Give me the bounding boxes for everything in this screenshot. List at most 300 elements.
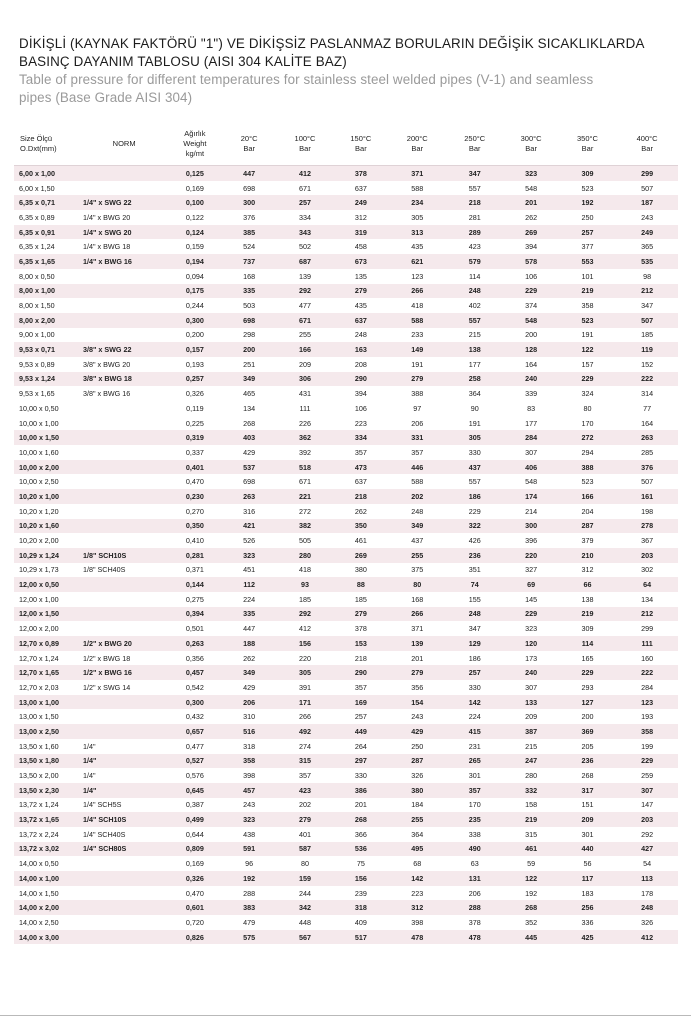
table-row xyxy=(14,460,678,475)
table-row xyxy=(14,416,678,431)
table-cell: 263 xyxy=(616,430,678,445)
table-cell: 334 xyxy=(299,212,311,222)
table-cell: 191 xyxy=(468,418,481,428)
table-cell: 673 xyxy=(333,254,388,269)
table-cell: 9,53 x 1,24 xyxy=(14,372,80,387)
table-cell: 0,576 xyxy=(185,771,204,781)
table-row xyxy=(14,239,678,254)
table-cell: 9,53 x 0,89 xyxy=(19,359,55,369)
table-cell: 101 xyxy=(581,271,594,281)
table-cell: 262 xyxy=(243,653,256,663)
table-cell: 402 xyxy=(468,301,481,311)
table-cell: 326 xyxy=(411,771,424,781)
table-cell: 220 xyxy=(299,653,311,663)
table-row xyxy=(14,328,678,343)
table-cell: 323 xyxy=(221,812,276,827)
table-row xyxy=(14,342,678,357)
table-cell: 131 xyxy=(446,871,503,886)
table-cell: 356 xyxy=(411,682,424,692)
table-cell: 526 xyxy=(243,536,256,546)
table-cell: 388 xyxy=(559,460,616,475)
table-cell: 438 xyxy=(243,829,256,839)
table-cell: 698 xyxy=(221,313,276,328)
table-cell xyxy=(80,900,168,915)
table-cell: 1/4" xyxy=(82,771,96,781)
table-cell: 218 xyxy=(354,653,367,663)
table-cell: 1/4" xyxy=(82,741,96,751)
table-cell: 401 xyxy=(299,829,311,839)
table-cell: 185 xyxy=(354,594,367,604)
table-cell: 248 xyxy=(446,607,503,622)
table-cell: 249 xyxy=(333,195,388,210)
table-cell: 229 xyxy=(616,754,678,769)
table-cell: 160 xyxy=(641,653,654,663)
table-cell: 305 xyxy=(277,665,333,680)
table-cell: 6,35 x 0,91 xyxy=(14,225,80,240)
table-cell: 235 xyxy=(446,812,503,827)
table-cell: 248 xyxy=(446,284,503,299)
table-cell: 0,125 xyxy=(168,166,221,181)
table-row xyxy=(14,474,678,489)
table-cell: 13,00 x 2,50 xyxy=(14,724,80,739)
column-header: Size Ölçü O.Dxt(mm) xyxy=(20,134,57,153)
table-cell: 12,70 x 0,89 xyxy=(14,636,80,651)
table-cell: 367 xyxy=(641,536,654,546)
table-cell: 503 xyxy=(243,301,256,311)
column-header: 100°C Bar xyxy=(294,134,316,153)
table-cell: 383 xyxy=(221,900,276,915)
table-cell: 231 xyxy=(468,741,481,751)
table-cell: 66 xyxy=(559,577,616,592)
table-cell: 214 xyxy=(525,506,538,516)
table-cell: 9,00 x 1,00 xyxy=(19,330,55,340)
table-cell xyxy=(80,474,168,489)
table-cell: 429 xyxy=(243,447,256,457)
table-cell: 351 xyxy=(468,565,481,575)
table-cell: 578 xyxy=(503,254,558,269)
column-header: 200°C Bar xyxy=(406,134,428,153)
table-cell: 437 xyxy=(446,460,503,475)
table-cell: 307 xyxy=(525,447,538,457)
table-cell: 133 xyxy=(503,695,558,710)
table-cell: 297 xyxy=(333,754,388,769)
table-cell: 285 xyxy=(641,447,654,457)
table-row xyxy=(14,357,678,372)
table-cell: 423 xyxy=(468,242,481,252)
table-cell: 268 xyxy=(243,418,256,428)
table-row xyxy=(14,548,678,563)
table-cell: 279 xyxy=(333,284,388,299)
table-cell: 409 xyxy=(354,917,367,927)
table-cell: 536 xyxy=(333,842,388,857)
table-cell: 357 xyxy=(299,771,311,781)
table-cell: 671 xyxy=(277,313,333,328)
table-cell: 362 xyxy=(277,430,333,445)
table-cell: 134 xyxy=(641,594,654,604)
table-cell: 0,720 xyxy=(185,917,204,927)
table-cell: 0,326 xyxy=(168,871,221,886)
table-cell: 687 xyxy=(277,254,333,269)
table-cell: 13,72 x 2,24 xyxy=(19,829,59,839)
table-cell: 290 xyxy=(333,372,388,387)
table-cell: 567 xyxy=(277,930,333,945)
table-cell: 12,00 x 1,50 xyxy=(14,607,80,622)
table-cell: 537 xyxy=(221,460,276,475)
table-cell: 403 xyxy=(221,430,276,445)
table-cell: 6,35 x 0,71 xyxy=(14,195,80,210)
table-cell: 199 xyxy=(641,741,654,751)
table-cell: 209 xyxy=(525,712,538,722)
table-cell: 279 xyxy=(277,812,333,827)
table-cell: 64 xyxy=(616,577,678,592)
table-cell: 357 xyxy=(411,447,424,457)
table-cell xyxy=(80,915,168,930)
table-cell: 158 xyxy=(525,800,538,810)
table-cell: 117 xyxy=(559,871,616,886)
column-header: 250°C Bar xyxy=(464,134,486,153)
table-cell xyxy=(80,166,168,181)
table-cell: 0,300 xyxy=(168,695,221,710)
table-cell: 0,337 xyxy=(185,447,204,457)
table-cell: 248 xyxy=(354,330,367,340)
table-row xyxy=(14,607,678,622)
table-cell: 478 xyxy=(389,930,446,945)
table-cell: 335 xyxy=(221,607,276,622)
table-cell: 0,499 xyxy=(168,812,221,827)
table-cell: 168 xyxy=(243,271,256,281)
title-turkish-line-2: BASINÇ DAYANIM TABLOSU (AISI 304 KALİTE BAZ) xyxy=(19,54,347,69)
table-cell: 97 xyxy=(413,403,422,413)
table-cell: 323 xyxy=(525,624,538,634)
table-cell: 139 xyxy=(389,636,446,651)
table-cell: 13,50 x 2,00 xyxy=(19,771,59,781)
table-cell: 243 xyxy=(243,800,256,810)
table-cell: 313 xyxy=(389,225,446,240)
table-cell: 0,230 xyxy=(168,489,221,504)
table-cell: 300 xyxy=(503,519,558,534)
table-cell: 1/8" SCH10S xyxy=(80,548,168,563)
table-cell: 120 xyxy=(503,636,558,651)
table-cell: 0,175 xyxy=(168,284,221,299)
table-cell: 548 xyxy=(525,477,538,487)
table-cell: 318 xyxy=(333,900,388,915)
table-cell: 523 xyxy=(559,313,616,328)
table-cell xyxy=(80,313,168,328)
table-cell: 169 xyxy=(333,695,388,710)
table-cell: 335 xyxy=(221,284,276,299)
table-cell: 206 xyxy=(411,418,424,428)
table-cell: 292 xyxy=(277,284,333,299)
table-cell: 122 xyxy=(503,871,558,886)
table-cell xyxy=(80,416,168,431)
table-cell: 553 xyxy=(559,254,616,269)
table-cell: 168 xyxy=(411,594,424,604)
table-cell: 518 xyxy=(277,460,333,475)
table-cell: 377 xyxy=(581,242,594,252)
table-cell: 192 xyxy=(525,888,538,898)
table-cell: 229 xyxy=(503,284,558,299)
table-cell: 6,00 x 1,00 xyxy=(14,166,80,181)
table-row xyxy=(14,621,678,636)
table-cell: 307 xyxy=(616,783,678,798)
table-cell: 371 xyxy=(411,624,424,634)
table-cell: 229 xyxy=(559,372,616,387)
table-cell: 0,194 xyxy=(168,254,221,269)
table-cell xyxy=(80,430,168,445)
table-cell: 14,00 x 2,00 xyxy=(14,900,80,915)
table-cell: 202 xyxy=(299,800,311,810)
table-cell: 0,200 xyxy=(185,330,204,340)
table-cell: 406 xyxy=(503,460,558,475)
table-cell: 334 xyxy=(333,430,388,445)
table-cell: 185 xyxy=(641,330,654,340)
table-cell: 0,225 xyxy=(185,418,204,428)
table-cell: 412 xyxy=(299,624,311,634)
table-cell: 205 xyxy=(581,741,594,751)
table-cell: 357 xyxy=(446,783,503,798)
table-cell: 88 xyxy=(333,577,388,592)
table-cell: 292 xyxy=(641,829,654,839)
table-cell xyxy=(80,592,168,607)
table-cell: 59 xyxy=(527,859,536,869)
table-row xyxy=(14,592,678,607)
table-cell: 0,281 xyxy=(168,548,221,563)
table-cell: 310 xyxy=(243,712,256,722)
table-cell: 13,50 x 1,80 xyxy=(14,754,80,769)
table-cell: 12,70 x 1,65 xyxy=(14,665,80,680)
table-cell: 183 xyxy=(581,888,594,898)
table-cell: 14,00 x 2,50 xyxy=(19,917,59,927)
table-cell: 588 xyxy=(411,183,424,193)
table-cell: 299 xyxy=(641,624,654,634)
table-row xyxy=(14,798,678,813)
table-cell: 123 xyxy=(616,695,678,710)
table-cell: 1/4" SCH80S xyxy=(80,842,168,857)
table-row xyxy=(14,842,678,857)
table-cell: 278 xyxy=(616,519,678,534)
table-cell: 281 xyxy=(468,212,481,222)
table-cell: 239 xyxy=(354,888,367,898)
table-cell: 177 xyxy=(525,418,538,428)
table-cell: 1/4" x BWG 16 xyxy=(80,254,168,269)
table-cell xyxy=(80,401,168,416)
table-cell: 12,00 x 0,50 xyxy=(14,577,80,592)
table-cell: 490 xyxy=(446,842,503,857)
table-cell: 380 xyxy=(389,783,446,798)
table-cell: 229 xyxy=(503,607,558,622)
table-cell: 6,35 x 1,24 xyxy=(19,242,55,252)
table-row xyxy=(14,856,678,871)
table-cell: 8,00 x 1,50 xyxy=(19,301,55,311)
table-cell: 0,394 xyxy=(168,607,221,622)
table-cell: 243 xyxy=(411,712,424,722)
table-cell: 0,356 xyxy=(185,653,204,663)
table-cell: 14,00 x 1,50 xyxy=(19,888,59,898)
table-cell: 698 xyxy=(243,477,256,487)
table-cell: 14,00 x 3,00 xyxy=(14,930,80,945)
table-cell: 343 xyxy=(277,225,333,240)
table-cell xyxy=(80,724,168,739)
table-cell: 364 xyxy=(468,389,481,399)
table-cell: 435 xyxy=(411,242,424,252)
table-cell: 461 xyxy=(354,536,367,546)
table-cell: 138 xyxy=(581,594,594,604)
table-row xyxy=(14,636,678,651)
table-row xyxy=(14,195,678,210)
table-cell: 234 xyxy=(389,195,446,210)
table-cell: 75 xyxy=(356,859,365,869)
table-cell: 698 xyxy=(243,183,256,193)
table-cell: 305 xyxy=(446,430,503,445)
table-row xyxy=(14,181,678,196)
table-cell: 266 xyxy=(299,712,311,722)
table-cell: 222 xyxy=(616,665,678,680)
table-cell: 98 xyxy=(643,271,652,281)
table-cell: 204 xyxy=(581,506,594,516)
table-cell: 257 xyxy=(559,225,616,240)
table-cell: 192 xyxy=(221,871,276,886)
table-cell: 0,326 xyxy=(185,389,204,399)
table-cell: 171 xyxy=(277,695,333,710)
table-cell: 418 xyxy=(299,565,311,575)
table-cell: 507 xyxy=(641,183,654,193)
table-cell: 330 xyxy=(468,682,481,692)
table-cell: 8,00 x 2,00 xyxy=(14,313,80,328)
table-cell xyxy=(80,298,168,313)
table-row xyxy=(14,930,678,945)
table-cell: 0,657 xyxy=(168,724,221,739)
column-header: 350°C Bar xyxy=(577,134,598,153)
table-cell: 429 xyxy=(389,724,446,739)
table-cell: 14,00 x 1,00 xyxy=(14,871,80,886)
table-cell: 215 xyxy=(468,330,481,340)
table-cell: 184 xyxy=(411,800,424,810)
table-cell: 10,20 x 1,00 xyxy=(14,489,80,504)
table-cell xyxy=(80,460,168,475)
table-cell: 358 xyxy=(221,754,276,769)
table-cell: 9,53 x 1,65 xyxy=(19,389,55,399)
table-cell: 591 xyxy=(221,842,276,857)
column-header: 20°C Bar xyxy=(240,134,258,153)
title-english-line-1: Table of pressure for different temperatures for stainless steel welded pipes (V-1) and seamless xyxy=(19,72,594,87)
table-cell: 298 xyxy=(243,330,256,340)
table-cell: 324 xyxy=(581,389,594,399)
table-cell: 173 xyxy=(525,653,538,663)
table-cell: 0,527 xyxy=(168,754,221,769)
table-cell xyxy=(80,519,168,534)
table-row xyxy=(14,489,678,504)
table-cell: 111 xyxy=(616,636,678,651)
table-cell: 332 xyxy=(503,783,558,798)
table-cell: 0,477 xyxy=(185,741,204,751)
table-cell: 0,319 xyxy=(168,430,221,445)
table-row xyxy=(14,768,678,783)
table-cell: 425 xyxy=(559,930,616,945)
table-cell: 378 xyxy=(333,166,388,181)
table-cell: 10,20 x 2,00 xyxy=(19,536,59,546)
table-row xyxy=(14,754,678,769)
table-cell: 112 xyxy=(221,577,276,592)
table-cell: 209 xyxy=(299,359,311,369)
table-cell: 412 xyxy=(277,166,333,181)
table-cell: 0,300 xyxy=(168,313,221,328)
table-cell: 208 xyxy=(354,359,367,369)
table-cell: 0,809 xyxy=(168,842,221,857)
table-cell: 13,72 x 1,65 xyxy=(14,812,80,827)
table-cell: 218 xyxy=(446,195,503,210)
table-body xyxy=(14,166,678,945)
table-cell: 12,70 x 2,03 xyxy=(19,682,59,692)
table-cell: 269 xyxy=(503,225,558,240)
table-cell: 161 xyxy=(616,489,678,504)
table-cell: 1/2" x BWG 16 xyxy=(80,665,168,680)
table-cell xyxy=(80,621,168,636)
table-cell xyxy=(80,489,168,504)
table-cell xyxy=(80,709,168,724)
table-cell: 0,257 xyxy=(168,372,221,387)
table-cell: 365 xyxy=(641,242,654,252)
table-cell: 0,826 xyxy=(168,930,221,945)
column-header: Ağırlık Weight kg/mt xyxy=(183,129,207,158)
table-cell: 186 xyxy=(446,489,503,504)
table-row xyxy=(14,680,678,695)
table-cell: 229 xyxy=(559,665,616,680)
table-cell: 330 xyxy=(354,771,367,781)
table-cell: 524 xyxy=(243,242,256,252)
table-cell: 391 xyxy=(299,682,311,692)
table-cell: 80 xyxy=(583,403,592,413)
table-cell: 6,00 x 1,50 xyxy=(19,183,55,193)
table-cell: 127 xyxy=(559,695,616,710)
table-cell: 301 xyxy=(468,771,481,781)
table-cell: 637 xyxy=(333,313,388,328)
table-cell: 268 xyxy=(503,900,558,915)
table-cell: 349 xyxy=(221,372,276,387)
table-cell: 280 xyxy=(525,771,538,781)
table-cell: 259 xyxy=(641,771,654,781)
table-cell: 210 xyxy=(559,548,616,563)
table-cell: 557 xyxy=(468,183,481,193)
table-cell: 142 xyxy=(389,871,446,886)
table-cell: 448 xyxy=(299,917,311,927)
table-cell: 154 xyxy=(389,695,446,710)
table-cell: 3/8" x SWG 22 xyxy=(80,342,168,357)
table-cell: 10,00 x 2,00 xyxy=(14,460,80,475)
table-cell: 477 xyxy=(299,301,311,311)
table-row xyxy=(14,504,678,519)
table-cell: 388 xyxy=(411,389,424,399)
table-cell: 357 xyxy=(354,447,367,457)
table-cell: 1/4" xyxy=(80,783,168,798)
table-cell: 155 xyxy=(468,594,481,604)
table-cell: 119 xyxy=(616,342,678,357)
table-row xyxy=(14,519,678,534)
table-cell: 366 xyxy=(354,829,367,839)
table-cell: 10,29 x 1,24 xyxy=(14,548,80,563)
table-cell: 1/4" x SWG 20 xyxy=(80,225,168,240)
table-cell xyxy=(80,269,168,284)
table-cell: 258 xyxy=(446,372,503,387)
table-cell: 364 xyxy=(411,829,424,839)
table-cell: 394 xyxy=(354,389,367,399)
table-cell: 1/8" SCH40S xyxy=(82,565,126,575)
table-cell: 266 xyxy=(389,607,446,622)
table-cell: 352 xyxy=(525,917,538,927)
table-row xyxy=(14,900,678,915)
table-cell: 56 xyxy=(583,859,592,869)
table-cell: 187 xyxy=(616,195,678,210)
table-cell: 114 xyxy=(468,271,481,281)
